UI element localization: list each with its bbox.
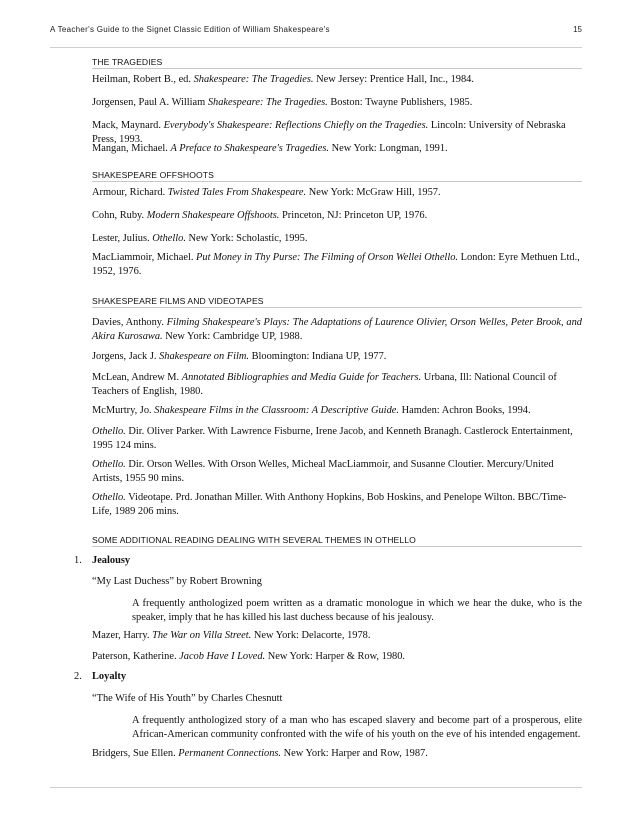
entry-publication: Boston: Twayne Publishers, 1985.	[327, 97, 473, 108]
entry-author: Paterson, Katherine.	[92, 651, 180, 662]
entry-author: Cohn, Ruby.	[92, 210, 147, 221]
entry-author: Jorgens, Jack J.	[92, 351, 160, 362]
bib-entry	[92, 316, 582, 345]
section-tragedies-heading	[92, 57, 582, 69]
entry-publication: Dir. Oliver Parker. With Lawrence Fisburne, Irene Jacob, and Kenneth Branagh. Castlerock Entertainment, 1995 124 mins.	[92, 426, 573, 452]
entry-author: Mangan, Michael.	[92, 143, 171, 154]
entry-author: MacLiammoir, Michael.	[92, 252, 197, 263]
running-title: A Teacher's Guide to the Signet Classic Edition of William Shakespeare's	[50, 25, 330, 34]
entry-title: Put Money in Thy Purse: The Filming of Orson Wellei Othello.	[196, 252, 458, 263]
entry-publication: Hamden: Achron Books, 1994.	[398, 405, 531, 416]
bib-entry	[92, 404, 582, 418]
annotation: A frequently anthologized poem written as a dramatic monologue in which we hear the duke, who is the speaker, imply that he has killed his last duchess because of his jealousy.	[132, 598, 582, 624]
section-title: SHAKESPEARE OFFSHOOTS	[92, 170, 582, 182]
header-divider	[50, 47, 582, 48]
entry-publication: Urbana, Ill: National Council of Teachers of English, 1980.	[92, 372, 557, 398]
entry-author: McLean, Andrew M.	[92, 372, 182, 383]
page-number: 15	[573, 25, 582, 34]
section-title: SOME ADDITIONAL READING DEALING WITH SEVERAL THEMES IN OTHELLO	[92, 535, 582, 547]
annotation: A frequently anthologized story of a man who has escaped slavery and become part of a prosperous, elite African-American community confronted with the wife of his youth on the eve of his intended engagement.	[132, 715, 582, 741]
entry-title: Shakespeare Films in the Classroom: A Descriptive Guide.	[154, 405, 399, 416]
bib-entry	[92, 73, 582, 87]
bib-entry	[92, 232, 582, 246]
entry-title: Othello.	[92, 426, 126, 437]
bib-entry	[92, 629, 582, 643]
bib-entry	[92, 371, 582, 400]
entry-title: Othello.	[92, 492, 126, 503]
entry-publication: Dir. Orson Welles. With Orson Welles, Micheal MacLiammoir, and Susanne Cloutier. Mercury/United Artists, 1955 90 mins.	[92, 459, 554, 485]
entry-publication: New York: Cambridge UP, 1988.	[162, 331, 303, 343]
work-line: “My Last Duchess” by Robert Browning	[92, 576, 262, 587]
entry-publication: Videotape. Prd. Jonathan Miller. With Anthony Hopkins, Bob Hoskins, and Penelope Wilton. BBC/Time-Life, 1989 206 mins.	[92, 492, 567, 518]
entry-title: Othello.	[92, 459, 126, 470]
bib-entry	[92, 350, 582, 364]
section-themes-heading	[92, 535, 582, 547]
entry-title: Twisted Tales From Shakespeare.	[167, 187, 307, 198]
bib-entry	[92, 491, 582, 520]
entry-title: Modern Shakespeare Offshoots.	[146, 210, 280, 221]
entry-publication: Princeton, NJ: Princeton UP, 1976.	[279, 210, 428, 221]
entry-author: Jorgensen, Paul A. William	[92, 97, 208, 108]
bib-entry	[92, 251, 582, 280]
entry-publication: New York: Longman, 1991.	[329, 143, 448, 154]
entry-author: Mazer, Harry.	[92, 630, 153, 641]
entry-publication: New Jersey: Prentice Hall, Inc., 1984.	[313, 74, 474, 85]
bib-entry	[92, 425, 582, 454]
page-header	[50, 10, 582, 46]
work-line: “The Wife of His Youth” by Charles Chesnutt	[92, 693, 283, 704]
entry-title: Othello.	[152, 233, 186, 244]
bib-entry	[92, 142, 582, 156]
entry-publication: New York: Delacorte, 1978.	[251, 630, 371, 641]
entry-publication: New York: Harper and Row, 1987.	[281, 748, 428, 759]
entry-title: Everybody's Shakespeare: Reflections Chiefly on the Tragedies.	[163, 120, 429, 131]
entry-publication: Lincoln: University of Nebraska Press, 1993.	[92, 120, 566, 146]
entry-title: Annotated Bibliographies and Media Guide for Teachers.	[181, 372, 422, 383]
entry-publication: New York: Harper & Row, 1980.	[265, 651, 406, 662]
entry-publication: New York: McGraw Hill, 1957.	[306, 187, 441, 198]
entry-publication: London: Eyre Methuen Ltd., 1952, 1976.	[92, 252, 580, 278]
bib-entry	[92, 650, 582, 664]
entry-publication: New York: Scholastic, 1995.	[185, 233, 308, 244]
section-title: SHAKESPEARE FILMS AND VIDEOTAPES	[92, 296, 582, 308]
entry-title: Jacob Have I Loved.	[179, 651, 266, 662]
bib-entry	[92, 209, 582, 223]
bib-entry	[92, 96, 582, 110]
entry-title: Permanent Connections.	[178, 748, 282, 759]
list-number: 2.	[74, 671, 82, 682]
entry-title: The War on Villa Street.	[152, 630, 252, 641]
entry-title: Filming Shakespeare's Plays: The Adaptations of Laurence Olivier, Orson Welles, Peter Brook, and Akira Kurosawa.	[92, 317, 582, 343]
bib-entry	[92, 458, 582, 487]
entry-author: Armour, Richard.	[92, 187, 168, 198]
theme-label: Loyalty	[92, 671, 127, 682]
entry-author: McMurtry, Jo.	[92, 405, 155, 416]
entry-title: A Preface to Shakespeare's Tragedies.	[170, 143, 330, 154]
entry-author: Lester, Julius.	[92, 233, 153, 244]
bib-entry	[92, 186, 582, 200]
theme-label: Jealousy	[92, 555, 131, 566]
entry-author: Bridgers, Sue Ellen.	[92, 748, 179, 759]
bib-entry	[92, 747, 582, 761]
entry-author: Mack, Maynard.	[92, 120, 164, 131]
section-title: THE TRAGEDIES	[92, 57, 582, 69]
entry-title: Shakespeare: The Tragedies.	[207, 97, 328, 108]
footer-divider	[50, 787, 582, 788]
list-number: 1.	[74, 555, 82, 566]
section-offshoots-heading	[92, 170, 582, 182]
entry-publication: Bloomington: Indiana UP, 1977.	[249, 351, 387, 362]
section-films-heading	[92, 296, 582, 308]
entry-author: Heilman, Robert B., ed.	[92, 74, 194, 85]
entry-title: Shakespeare on Film.	[159, 351, 249, 362]
entry-title: Shakespeare: The Tragedies.	[193, 74, 314, 85]
entry-author: Davies, Anthony.	[92, 317, 167, 328]
